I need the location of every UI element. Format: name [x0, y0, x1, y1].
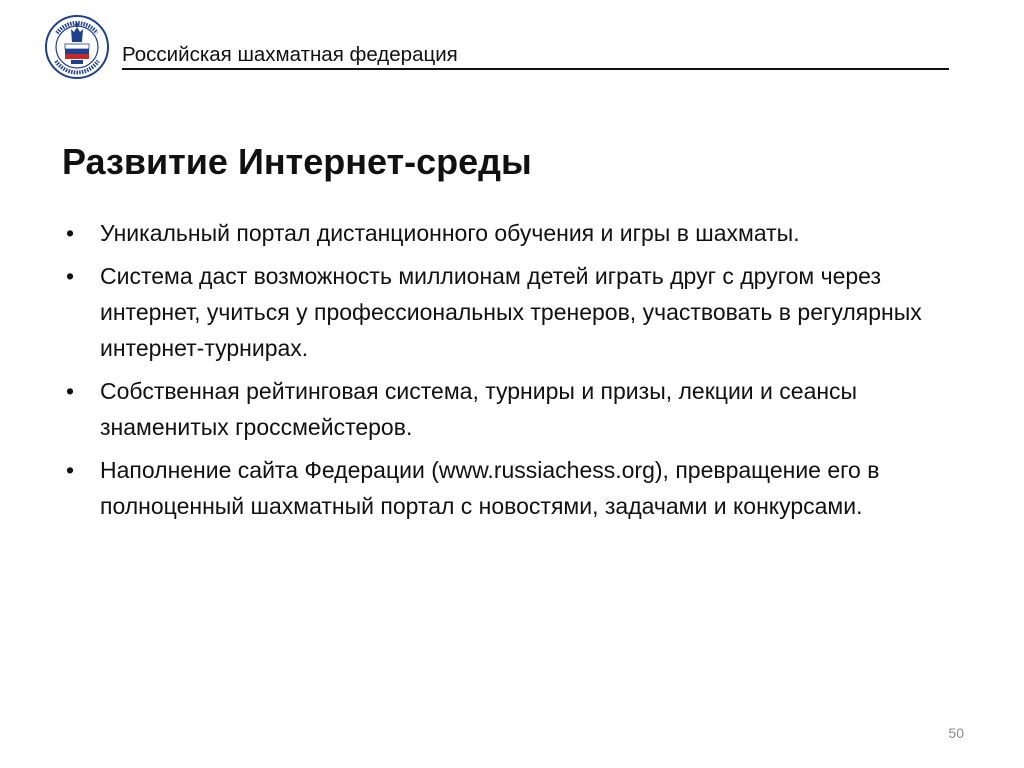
bullet-dot-icon: • [65, 263, 75, 289]
bullet-item [60, 258, 960, 366]
bullet-text: Система даст возможность миллионам детей играть друг с другом через интернет, учиться у профессиональных тренеров, участвовать в регулярных интернет-турнирах. [100, 263, 922, 361]
bullet-text: Наполнение сайта Федерации (www.russiachess.org), превращение его в полноценный шахматный портал с новостями, задачами и конкурсами. [100, 457, 880, 519]
chess-federation-emblem-icon [44, 14, 110, 80]
page-number: 50 [948, 725, 964, 741]
org-title: Российская шахматная федерация [122, 43, 458, 66]
bullet-dot-icon: • [65, 378, 75, 404]
header-underline [122, 40, 949, 70]
bullet-text: Уникальный портал дистанционного обучения и игры в шахматы. [100, 220, 800, 246]
bullet-item [60, 373, 960, 445]
bullet-item [60, 215, 960, 251]
bullet-dot-icon: • [65, 457, 75, 483]
slide-title: Развитие Интернет-среды [62, 141, 532, 182]
bullet-item [60, 452, 960, 524]
bullet-text: Собственная рейтинговая система, турниры и призы, лекции и сеансы знаменитых гроссмейстеров. [100, 378, 858, 440]
bullet-list [60, 215, 960, 531]
federation-logo [44, 14, 110, 80]
bullet-dot-icon: • [65, 220, 75, 246]
